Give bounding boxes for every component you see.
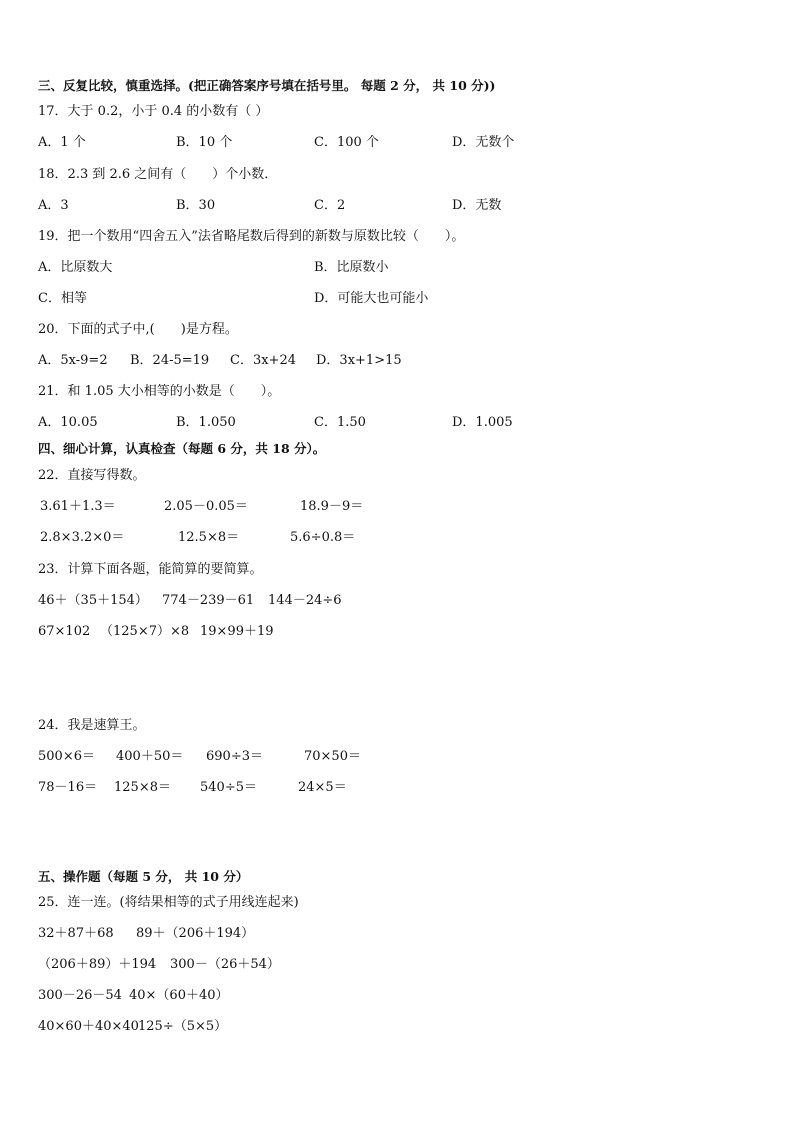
- question-25-right-expr: 125÷（5×5）: [138, 1019, 228, 1034]
- question-25-right-expr: 89＋（206＋194）: [136, 926, 255, 941]
- question-23-expr: 67×102: [38, 624, 91, 639]
- question-21-option-a: A．10.05: [38, 415, 98, 430]
- question-22-expr: 5.6÷0.8＝: [290, 530, 356, 545]
- question-25-left-expr: （206＋89）＋194: [38, 957, 157, 972]
- question-23-expr: 144－24÷6: [268, 593, 342, 608]
- question-17-option-a: A．1 个: [38, 135, 86, 150]
- question-25-right-expr: 300－（26＋54）: [170, 957, 280, 972]
- section-5-heading: 五、操作题（每题 5 分， 共 10 分）: [38, 869, 249, 884]
- question-17-stem: 17．大于 0.2，小于 0.4 的小数有（ ）: [38, 104, 269, 119]
- question-25-left-expr: 32＋87＋68: [38, 926, 114, 941]
- question-18-option-d: D．无数: [452, 198, 502, 213]
- question-25-left-expr: 300－26－54: [38, 988, 122, 1003]
- question-24-expr: 78－16＝: [38, 780, 98, 795]
- question-23-expr: 774－239－61: [162, 593, 255, 608]
- section-3-heading: 三、反复比较，慎重选择。(把正确答案序号填在括号里。 每题 2 分， 共 10 分)): [38, 78, 496, 93]
- question-18-option-c: C．2: [314, 198, 346, 213]
- question-19-option-c: C．相等: [38, 291, 87, 306]
- question-18-stem: 18．2.3 到 2.6 之间有（ ）个小数．: [38, 167, 278, 182]
- section-4-heading: 四、细心计算，认真检查（每题 6 分，共 18 分）。: [38, 441, 326, 456]
- question-25-right-expr: 40×（60＋40）: [129, 988, 229, 1003]
- question-20-option-d: D．3x+1>15: [316, 353, 402, 368]
- question-24-expr: 70×50＝: [304, 749, 361, 764]
- question-19-option-b: B．比原数小: [314, 260, 389, 275]
- question-25-stem: 25．连一连。(将结果相等的式子用线连起来): [38, 895, 299, 910]
- question-22-stem: 22．直接写得数。: [38, 468, 146, 483]
- question-25-left-expr: 40×60＋40×40: [38, 1019, 139, 1034]
- question-21-option-d: D．1.005: [452, 415, 513, 430]
- question-21-option-b: B．1.050: [176, 415, 236, 430]
- question-17-option-c: C．100 个: [314, 135, 379, 150]
- question-20-option-c: C．3x+24: [230, 353, 296, 368]
- question-22-expr: 3.61＋1.3＝: [40, 499, 116, 514]
- question-24-expr: 500×6＝: [38, 749, 95, 764]
- question-24-expr: 24×5＝: [298, 780, 347, 795]
- question-19-option-d: D．可能大也可能小: [314, 291, 429, 306]
- question-24-expr: 690÷3＝: [206, 749, 263, 764]
- question-20-stem: 20．下面的式子中,( )是方程。: [38, 322, 238, 337]
- question-18-option-b: B．30: [176, 198, 216, 213]
- question-19-option-a: A．比原数大: [38, 260, 113, 275]
- question-24-expr: 125×8＝: [114, 780, 171, 795]
- question-19-stem: 19．把一个数用“四舍五入”法省略尾数后得到的新数与原数比较（ ）。: [38, 229, 465, 244]
- question-23-expr: （125×7）×8: [100, 624, 190, 639]
- question-22-expr: 18.9－9＝: [300, 499, 364, 514]
- question-23-expr: 19×99＋19: [200, 624, 274, 639]
- question-24-stem: 24．我是速算王。: [38, 718, 146, 733]
- question-22-expr: 12.5×8＝: [178, 530, 240, 545]
- question-20-option-a: A．5x-9=2: [38, 353, 108, 368]
- question-18-option-a: A．3: [38, 198, 69, 213]
- question-17-option-b: B．10 个: [176, 135, 233, 150]
- question-24-expr: 400＋50＝: [116, 749, 184, 764]
- question-23-expr: 46＋（35＋154）: [38, 593, 148, 608]
- question-23-stem: 23．计算下面各题，能简算的要简算。: [38, 562, 263, 577]
- question-24-expr: 540÷5＝: [200, 780, 257, 795]
- question-20-option-b: B．24-5=19: [130, 353, 210, 368]
- question-17-option-d: D．无数个: [452, 135, 515, 150]
- question-21-stem: 21．和 1.05 大小相等的小数是（ ）。: [38, 384, 281, 399]
- question-22-expr: 2.05－0.05＝: [164, 499, 248, 514]
- question-22-expr: 2.8×3.2×0＝: [40, 530, 125, 545]
- question-21-option-c: C．1.50: [314, 415, 366, 430]
